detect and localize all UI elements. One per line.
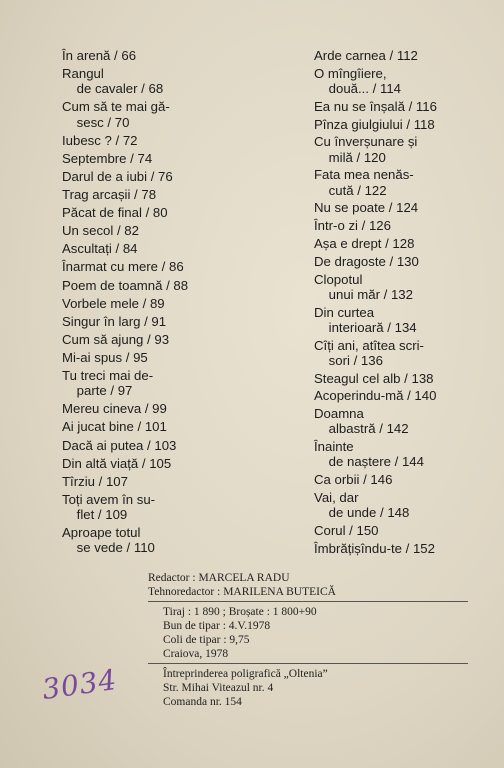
toc-entry-line: Cîți ani, atîtea scri- — [314, 337, 424, 353]
toc-entry-line: Corul / 150 — [314, 523, 379, 538]
tehnoredactor-line: Tehnoredactor : MARILENA BUTEICĂ — [148, 586, 336, 598]
toc-entry-line: milă / 120 — [314, 149, 386, 165]
toc-entry-line: Ai jucat bine / 101 — [62, 419, 167, 435]
toc-entry-line: Înainte — [314, 439, 354, 455]
toc-entry-line: Înarmat cu mere / 86 — [62, 259, 184, 275]
toc-entry-line: Ea nu se înșală / 116 — [314, 98, 437, 114]
toc-entry-line: unui măr / 132 — [314, 286, 413, 302]
toc-entry-line: se vede / 110 — [62, 540, 155, 556]
bun-de-tipar-line: Bun de tipar : 4.V.1978 — [163, 620, 271, 632]
toc-entry-line: de cavaler / 68 — [62, 81, 164, 97]
toc-entry-line: Iubesc ? / 72 — [62, 132, 138, 148]
toc-entry-line: Îmbrățișîndu-te / 152 — [314, 540, 435, 556]
toc-entry-line: sesc / 70 — [62, 114, 130, 130]
coli-line: Coli de tipar : 9,75 — [163, 634, 250, 646]
toc-entry-line: Tîrziu / 107 — [62, 473, 128, 489]
toc-entry-line: Așa e drept / 128 — [314, 236, 415, 251]
toc-entry-line: Dacă ai putea / 103 — [62, 437, 177, 453]
toc-entry-line: parte / 97 — [62, 383, 133, 399]
toc-entry-line: Vorbele mele / 89 — [62, 295, 165, 311]
tiraj-line: Tiraj : 1 890 ; Broșate : 1 800+90 — [163, 606, 317, 618]
printer-line: Întreprinderea poligrafică „Oltenia” — [163, 668, 328, 680]
redactor-line: Redactor : MARCELA RADU — [148, 572, 290, 584]
toc-entry-line: Steagul cel alb / 138 — [314, 370, 434, 386]
toc-entry-line: Tu treci mai de- — [62, 368, 154, 383]
toc-entry-line: Poem de toamnă / 88 — [62, 277, 189, 293]
toc-entry-line: flet / 109 — [62, 507, 128, 522]
toc-entry-line: Din curtea — [314, 304, 375, 320]
toc-entry-line: Singur în larg / 91 — [62, 313, 167, 329]
toc-entry-line: de unde / 148 — [314, 505, 410, 521]
toc-entry-line: de naștere / 144 — [314, 454, 424, 470]
toc-entry-line: Un secol / 82 — [62, 223, 139, 239]
toc-entry-line: sori / 136 — [314, 352, 383, 368]
address-line: Str. Mihai Viteazul nr. 4 — [163, 682, 274, 694]
toc-entry-line: Nu se poate / 124 — [314, 200, 419, 216]
toc-entry-line: Rangul — [62, 66, 104, 82]
toc-entry-line: Acoperindu-mă / 140 — [314, 388, 437, 404]
toc-entry-line: interioară / 134 — [314, 319, 417, 335]
city-year-line: Craiova, 1978 — [163, 648, 229, 660]
toc-entry-line: două... / 114 — [314, 81, 401, 96]
toc-entry-line: Cum să ajung / 93 — [62, 331, 170, 347]
toc-entry-line: Cu înverșunare și — [314, 134, 418, 150]
toc-entry-line: Mi-ai spus / 95 — [62, 349, 148, 365]
toc-entry-line: Ca orbii / 146 — [314, 472, 393, 488]
toc-entry-line: cută / 122 — [314, 182, 387, 198]
colophon-divider-top — [148, 601, 468, 602]
toc-entry-line: Păcat de final / 80 — [62, 205, 168, 221]
toc-entry-line: Doamna — [314, 406, 364, 422]
toc-entry-line: Arde carnea / 112 — [314, 48, 418, 63]
toc-entry-line: În arenă / 66 — [62, 48, 137, 63]
toc-entry-line: Cum să te mai gă- — [62, 99, 170, 115]
toc-entry-line: Fata mea nenăs- — [314, 167, 414, 183]
toc-entry-line: Toți avem în su- — [62, 491, 156, 507]
toc-entry-line: Într-o zi / 126 — [314, 218, 391, 234]
order-line: Comanda nr. 154 — [163, 696, 242, 708]
toc-entry-line: Mereu cineva / 99 — [62, 401, 167, 417]
toc-entry-line: Din altă viață / 105 — [62, 455, 172, 471]
toc-entry-line: Ascultați / 84 — [62, 241, 138, 257]
toc-entry-line: Vai, dar — [314, 490, 359, 505]
toc-entry-line: Darul de a iubi / 76 — [62, 168, 173, 184]
colophon-divider-bottom — [148, 663, 468, 664]
toc-entry-line: Trag arcașii / 78 — [62, 187, 157, 202]
toc-entry-line: Pînza giulgiului / 118 — [314, 116, 435, 132]
toc-entry-line: Aproape totul — [62, 525, 141, 541]
handwritten-inventory-number: 3034 — [40, 662, 120, 707]
toc-entry-line: albastră / 142 — [314, 421, 409, 437]
toc-entry-line: Septembre / 74 — [62, 150, 153, 166]
toc-entry-line: De dragoste / 130 — [314, 253, 419, 269]
toc-entry-line: O mîngîiere, — [314, 65, 387, 81]
toc-entry-line: Clopotul — [314, 271, 363, 287]
